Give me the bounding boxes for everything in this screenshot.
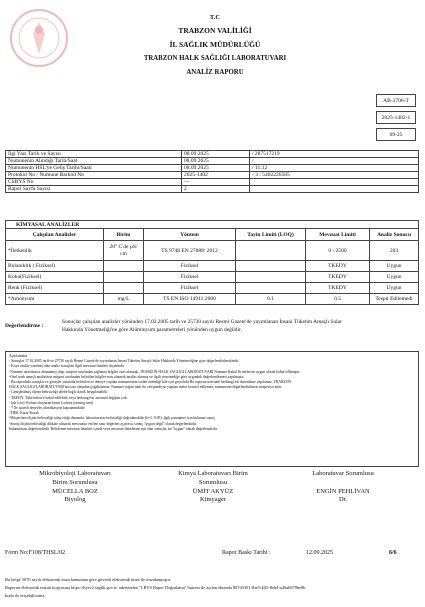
info-row xyxy=(6,172,419,179)
notes-line: -THSL Karar Kuralı xyxy=(9,411,39,416)
signature-lab-manager xyxy=(288,470,398,505)
report-code-3: 09-25 xyxy=(376,128,416,141)
analysis-limit: 0.5 xyxy=(306,294,370,305)
notes-line: -Sonuç ölçüm belirsizliği dikkate alınarak mevzuatta verilen sınır değerleri aşıyorsa, sonuç "uygun değil" olarak değerlendirilir. xyxy=(9,421,198,426)
notes-line: - TKEDY: Tüketicilerce kabul edilebilir veya herhangi bir anormal değişim yok. xyxy=(9,395,128,400)
info-label: İlgi Yazı Tarih ve Sayısı xyxy=(6,151,182,158)
info-label: Numunenin HSL'ye Geliş Tarihi/Saati xyxy=(6,165,182,172)
analysis-unit: mg/L xyxy=(104,294,144,305)
analysis-section-title: KİMYASAL ANALİZLER xyxy=(6,221,419,229)
signature-name: ENGİN PEHLİVAN xyxy=(316,487,370,495)
evaluation-text-line2: Hakkında Yönetmeliği'ne göre Alüminyum parametreleri yönünden uygun değildir. xyxy=(62,327,242,333)
notes-line: - Sonuçlar 17.02.2005 tarih ve 25730 sayılı Resmi Gazete'de yayımlanan İnsani Tüketim Amaçlı Sular Hakkında Yönetmeliğine göre değerlendirilmektedir xyxy=(9,359,239,364)
info-row xyxy=(6,151,419,158)
header-report-title: ANALİZ RAPORU xyxy=(186,69,244,76)
print-date-label: Rapor Baskı Tarihi : xyxy=(222,550,271,556)
analysis-method: Fiziksel xyxy=(144,283,236,294)
analysis-name: Koku(Fiziksel) xyxy=(6,272,104,283)
report-code-2: 2025-1402-1 xyxy=(376,111,416,124)
analysis-loq: 0.1 xyxy=(236,294,306,305)
signature-role: Birim Sorumlusu xyxy=(52,478,98,486)
analysis-limit: TKEDY xyxy=(306,261,370,272)
analysis-limit: TKEDY xyxy=(306,272,370,283)
analysis-header-cell: Analiz Sonucu xyxy=(370,229,419,241)
info-label: Numunenin Alındığı Tarih/Saat xyxy=(6,158,182,165)
info-label: Protokol No / Numune Barkod No xyxy=(6,172,182,179)
signature-role: Sorumlusu xyxy=(198,478,228,486)
esign-notice-line2: Raporun elektronik imzalı kopyasına https://hysv2.saglik.gov.tr/ adresinden "LBYS Rapor Doğrulama" butonu ile açılan ekranda 807d3301-fbe3-4ff5-8eb4-a26a6879be8b xyxy=(5,585,306,590)
signature-name: MÜCELLA BOZ xyxy=(52,487,98,495)
analysis-unit xyxy=(104,261,144,272)
analysis-loq xyxy=(236,272,306,283)
notes-line: - Koyu renkte yazılmış olan analiz sonuçları ilgili mevzuat limitleri dışındadır. xyxy=(9,364,125,369)
analysis-unit: 20° C'de µS/ cm xyxy=(104,241,144,261)
sample-info-table xyxy=(5,150,419,193)
info-value: --- xyxy=(182,179,250,186)
analysis-limit: 0 - 2500 xyxy=(306,241,370,261)
signature-profession: Kimyager xyxy=(200,496,226,504)
info-label: CSBYS No xyxy=(6,179,182,186)
analysis-table xyxy=(5,220,419,305)
print-date: 12.09.2025 xyxy=(306,550,333,556)
notes-line: -Numune tarafımızca alınmamış olup, müşteri tarafından sağlanan bilgiler esas alınarak, TRABZON HALK SAĞLIĞI LABORATUVARI Numune Kabul Kriterlerine uygun olarak kabul edilmiştir. xyxy=(9,369,301,374)
notes-line: - * İle işaretli deneyler akreditasyon kapsamındadır xyxy=(9,406,85,411)
info-extra: / 287517219 xyxy=(250,151,419,158)
analysis-row xyxy=(6,241,419,261)
analysis-result: Uygun xyxy=(370,272,419,283)
info-row xyxy=(6,158,419,165)
ministry-seal-logo xyxy=(9,8,69,68)
analysis-result: Tespit Edilemedi xyxy=(370,294,419,305)
analysis-result: Uygun xyxy=(370,261,419,272)
analysis-header-cell: Tayin Limiti (LOQ) xyxy=(236,229,306,241)
header-province: TRABZON VALİLİĞİ xyxy=(178,26,252,35)
analysis-method: TS EN ISO 14911:2000 xyxy=(144,294,236,305)
info-value: 2025-1402 xyxy=(182,172,250,179)
page-number: 6/6 xyxy=(389,550,397,556)
notes-line: -Müşterinin ölçüm belirsizliği talep ettiği durumda, laboratuvarın belirsizliği doğrulanabilir (k=2, %95), ilgili parametre için bulunan sonuç xyxy=(9,416,215,421)
signature-title: Kimya Laboratuvarı Birim xyxy=(178,470,248,477)
signature-name: ÜMİT AKYÜZ xyxy=(192,487,234,495)
info-value: 08.09.2025 xyxy=(182,151,250,158)
analysis-loq xyxy=(236,241,306,261)
analysis-method: Fiziksel xyxy=(144,261,236,272)
analysis-name: Bulanıklık ( Fiziksel) xyxy=(6,261,104,272)
notes-line: - Bu raporduki sonuçlar ve görüşler yukarıda belirtilen ve deneye yapılan numuneninin izalen aitendiği hile için geçerlidir.Bu raporun üzerinde herhangi bir düzenleme yapılamaz. TRABZON xyxy=(9,380,292,385)
analysis-loq xyxy=(236,261,306,272)
notes-line: -Özel istek amaçlı analizlerin müşteri tarafından belirtilen bilgiler esas alınarak analizi alınmış ve ilgili yönetmeliğe göre uygunluk değerlendirmesi yapılmıştır. xyxy=(9,374,245,379)
notes-line: - ksb (cfu): Koloni oluşturan birim (colony forming unit) xyxy=(9,400,93,405)
info-extra: / xyxy=(250,158,419,165)
evaluation-text-line1: Sonuçlar çalışılan analizler yönünden 17.02.2005 tarih ve 25730 sayılı Resmi Gazete'de yayımlanan İnsani Tüketim Amaçlı Sular xyxy=(62,319,342,325)
info-extra: / 11:12 xyxy=(250,165,419,172)
analysis-header-cell: Çalışılan Analizler xyxy=(6,229,104,241)
info-row xyxy=(6,186,419,193)
esign-notice-line1: Bu belge 5070 sayılı elektronik imza kanununa göre güvenli elektronik imza ile imzalanmıştır. xyxy=(5,577,172,582)
info-value: 08.09.2025 xyxy=(182,165,250,172)
analysis-row xyxy=(6,261,419,272)
analysis-unit xyxy=(104,272,144,283)
info-label: Rapor Sayfa Sayısı xyxy=(6,186,182,193)
signature-title: Mikrobiyoloji Laboratuvarı xyxy=(39,470,111,477)
analysis-method: TS 9748 EN 27888: 2012 xyxy=(144,241,236,261)
info-value: 2 xyxy=(182,186,250,193)
analysis-unit xyxy=(104,283,144,294)
info-row xyxy=(6,165,419,172)
report-code-1: AB-1706-T xyxy=(376,94,416,107)
signature-microbiology xyxy=(20,470,130,505)
info-extra: - 3 / 5402226585 xyxy=(250,172,419,179)
analysis-row xyxy=(6,272,419,283)
analysis-header-cell: Birim xyxy=(104,229,144,241)
info-extra xyxy=(250,186,419,193)
notes-box xyxy=(5,351,419,467)
form-number: Form No:F108/THSL/02 xyxy=(5,550,66,556)
notes-title: Açıklamalar xyxy=(9,354,28,358)
analysis-name: *Amonyum xyxy=(6,294,104,305)
header-directorate: İL SAĞLIK MÜDÜRLÜĞÜ xyxy=(169,40,261,49)
notes-line: - Genişletilmiş ölçüm belirsizliği talebe bağlı olarak hesaplanabilir. xyxy=(9,390,109,395)
analysis-name: Renk (Fiziksel) xyxy=(6,283,104,294)
signature-title: Laboratuvar Sorumlusu xyxy=(312,470,374,477)
signature-profession: Biyolog xyxy=(64,496,86,504)
notes-line: HALK SAĞLIĞI LABORATUVARI'nın izni olmadan çoğaltılamaz. Numune yoğun tabii ile yetişmediyse yapılan metot kontrol edilemez, numunenin değerlendirilmesi müşteriye aittir. xyxy=(9,385,283,390)
signature-chemistry xyxy=(158,470,268,505)
info-extra xyxy=(250,179,419,186)
header-tc: T.C xyxy=(209,14,221,21)
analysis-loq xyxy=(236,283,306,294)
analysis-row xyxy=(6,294,419,305)
esign-notice-line3: kodu ile erişebilirsiniz. xyxy=(5,593,46,598)
evaluation-label: Değerlendirme : xyxy=(5,323,44,329)
header-laboratory: TRABZON HALK SAĞLIĞI LABORATUVARI xyxy=(143,55,287,62)
signature-profession: Dr. xyxy=(338,496,348,504)
analysis-method: Fiziksel xyxy=(144,272,236,283)
info-row xyxy=(6,179,419,186)
analysis-row xyxy=(6,283,419,294)
analysis-name: *İletkenlik xyxy=(6,241,104,261)
analysis-header-cell: Mevzuat Limiti xyxy=(306,229,370,241)
analysis-result: Uygun xyxy=(370,283,419,294)
analysis-header-row xyxy=(6,229,419,241)
analysis-header-cell: Yöntem xyxy=(144,229,236,241)
notes-line: bulunulması değerlendirilir. Belirlenen mevzuat limitleri içinde veya mevzuat limitlerine eşit olan sonuçlar ise "uygun" olarak değerlendirilir. xyxy=(9,426,218,431)
analysis-limit: TKEDY xyxy=(306,283,370,294)
info-value: 08.09.2025 xyxy=(182,158,250,165)
analysis-result: 203 xyxy=(370,241,419,261)
